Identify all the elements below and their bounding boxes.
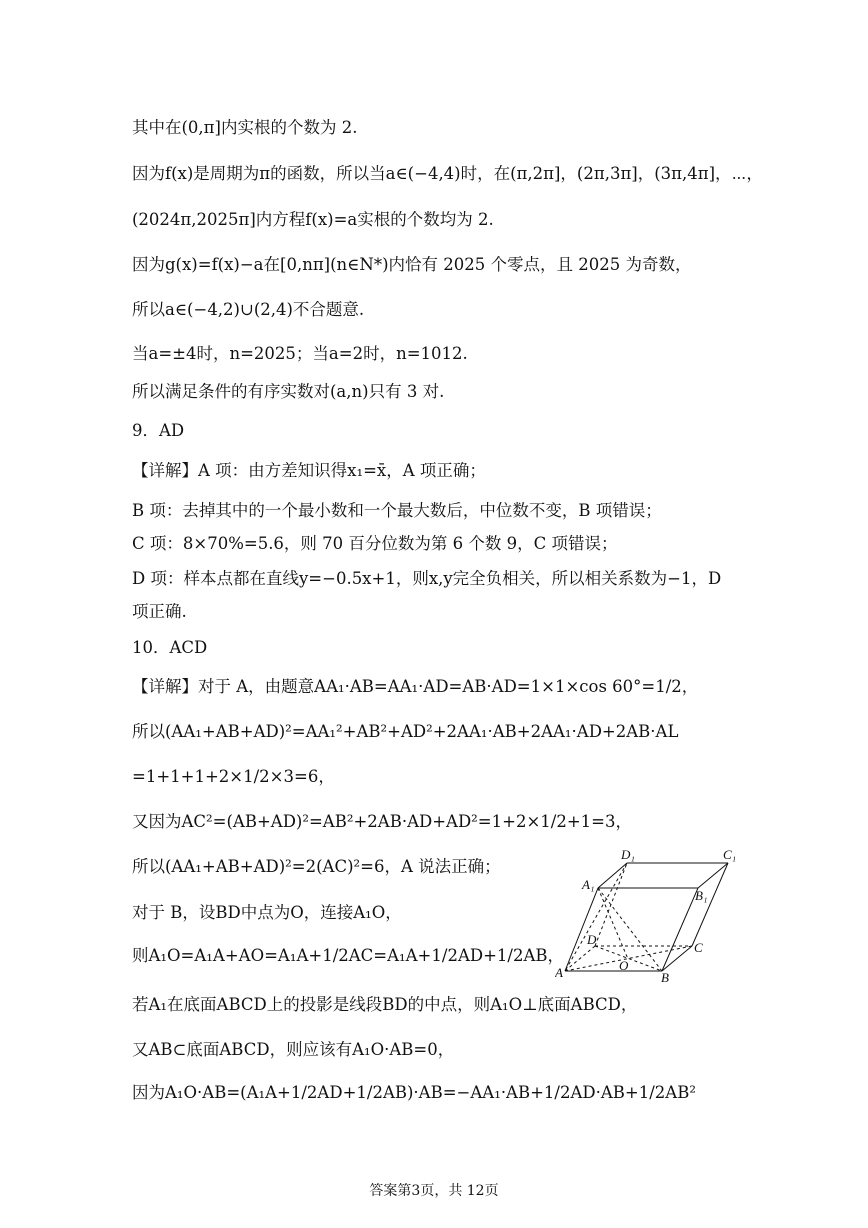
question-10-heading: 10．ACD xyxy=(132,638,208,657)
label-A1: A₁ xyxy=(582,877,595,892)
line-10: B 项：去掉其中的一个最小数和一个最大数后，中位数不变，B 项错误； xyxy=(132,501,662,520)
line-22: 若A₁在底面ABCD上的投影是线段BD的中点，则A₁O⊥底面ABCD， xyxy=(132,995,638,1014)
line-5: 所以a∈(−4,2)∪(2,4)不合题意. xyxy=(132,300,365,319)
line-21: 则A₁O=A₁A+AO=A₁A+1/2AC=A₁A+1/2AD+1/2AB， xyxy=(132,946,565,965)
label-C: C xyxy=(694,940,703,955)
line-24: 因为A₁O·AB=(A₁A+1/2AD+1/2AB)·AB=−AA₁·AB+1/2AD·AB+1/2AB² xyxy=(132,1083,696,1102)
line-12: D 项：样本点都在直线y=−0.5x+1，则x,y完全负相关，所以相关系数为−1，D xyxy=(132,569,722,588)
line-16: 所以(AA₁+AB+AD)²=AA₁²+AB²+AD²+2AA₁·AB+2AA₁·AD+2AB·AL xyxy=(132,722,679,741)
question-9-heading: 9．AD xyxy=(132,421,185,440)
line-2: 因为f(x)是周期为π的函数，所以当a∈(−4,4)时，在(π,2π]，(2π,3π]，(3π,4π]，⋯， xyxy=(132,164,763,183)
line-13: 项正确. xyxy=(132,602,187,621)
line-15: 【详解】对于 A，由题意AA₁·AB=AA₁·AD=AB·AD=1×1×cos 60°=1/2， xyxy=(132,677,699,696)
line-18: 又因为AC²=(AB+AD)²=AB²+2AB·AD+AD²=1+2×1/2+1=3， xyxy=(132,812,632,831)
line-3: (2024π,2025π]内方程f(x)=a实根的个数均为 2. xyxy=(132,210,494,229)
label-B: B xyxy=(661,970,669,983)
line-23: 又AB⊂底面ABCD，则应该有A₁O·AB=0， xyxy=(132,1040,455,1059)
line-4: 因为g(x)=f(x)−a在[0,nπ](n∈N*)内恰有 2025 个零点，且 2025 为奇数， xyxy=(132,255,692,274)
parallelepiped-figure xyxy=(555,843,755,983)
label-D: D xyxy=(587,932,597,947)
line-20: 对于 B，设BD中点为O，连接A₁O， xyxy=(132,903,402,922)
label-D1: D₁ xyxy=(621,847,635,862)
line-6: 当a=±4时，n=2025；当a=2时，n=1012. xyxy=(132,344,468,363)
line-11: C 项：8×70%=5.6，则 70 百分位数为第 6 个数 9，C 项错误； xyxy=(132,534,618,553)
label-C1: C₁ xyxy=(723,847,737,862)
line-9: 【详解】A 项：由方差知识得x₁=x̄，A 项正确； xyxy=(132,461,486,480)
label-A: A xyxy=(555,965,563,980)
label-B1: B₁ xyxy=(695,888,708,903)
page-footer: 答案第3页，共 12页 xyxy=(369,1183,499,1199)
line-17: =1+1+1+2×1/2×3=6， xyxy=(132,767,335,786)
label-O: O xyxy=(619,958,629,973)
line-19: 所以(AA₁+AB+AD)²=2(AC)²=6，A 说法正确； xyxy=(132,857,501,876)
line-7: 所以满足条件的有序实数对(a,n)只有 3 对. xyxy=(132,382,445,401)
line-1: 其中在(0,π]内实根的个数为 2. xyxy=(132,118,358,137)
